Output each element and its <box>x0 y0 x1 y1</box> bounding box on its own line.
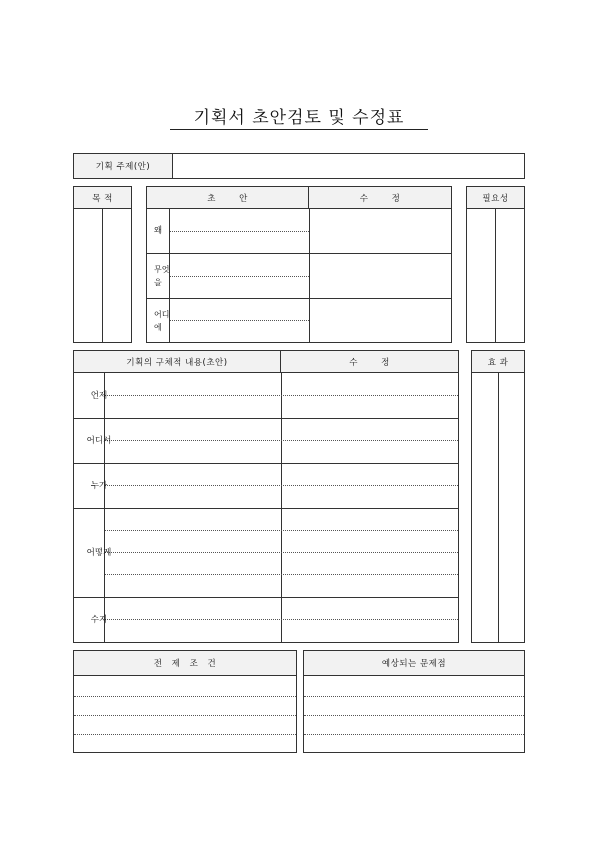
draft-revision-header <box>309 187 451 209</box>
expected-problems-header: 예상되는 문제점 <box>304 651 524 676</box>
draft-header <box>147 187 309 209</box>
theme-input[interactable] <box>174 154 524 178</box>
detail-table <box>73 350 459 643</box>
effect-field-1[interactable] <box>472 373 498 642</box>
prerequisites-field-area[interactable] <box>74 676 296 752</box>
detail-row-label-how: 어떻게 <box>86 547 112 558</box>
detail-row-label-when: 언제 <box>90 390 108 401</box>
necessity-field-2[interactable] <box>496 209 524 342</box>
detail-revision-field-area[interactable] <box>282 373 458 642</box>
prerequisites-header <box>74 651 296 676</box>
title-underline <box>170 129 428 130</box>
draft-table <box>146 186 452 343</box>
effect-header: 효 과 <box>472 351 524 373</box>
detail-revision-header <box>281 351 458 373</box>
detail-content-field-area[interactable] <box>105 373 281 642</box>
theme-row <box>73 153 525 179</box>
draft-field-area[interactable] <box>170 209 309 342</box>
draft-revision-field-area[interactable] <box>310 209 451 342</box>
detail-row-label-who: 누가 <box>90 481 108 491</box>
detail-content-header: 기획의 구체적 내용(초안) <box>74 351 281 373</box>
necessity-header: 필요성 <box>467 187 524 209</box>
prerequisites-header-label: 전 제 조 건 <box>153 659 217 669</box>
detail-row-label-budget: 수지 <box>90 615 108 625</box>
detail-revision-header-label: 수 정 <box>349 357 390 368</box>
theme-label: 기획 주제(안) <box>95 162 151 172</box>
purpose-field-2[interactable] <box>103 209 131 342</box>
expected-problems-box <box>303 650 525 753</box>
purpose-box <box>73 186 132 343</box>
prerequisites-box <box>73 650 297 753</box>
draft-row-label-what: 무엇을 <box>154 265 170 287</box>
effect-box <box>471 350 525 643</box>
purpose-header: 목 적 <box>74 187 131 209</box>
theme-label-cell <box>74 154 173 178</box>
purpose-field-1[interactable] <box>74 209 102 342</box>
draft-header-label: 초 안 <box>207 193 248 204</box>
draft-row-label-why: 왜 <box>153 225 163 236</box>
draft-revision-header-label: 수 정 <box>359 193 401 204</box>
draft-row-label-where: 어디에 <box>154 309 170 332</box>
page-title: 기획서 초안검토 및 수정표 <box>193 108 405 128</box>
necessity-box <box>466 186 525 343</box>
necessity-field-1[interactable] <box>467 209 495 342</box>
detail-row-label-where: 어디서 <box>86 436 112 446</box>
expected-problems-field-area[interactable] <box>304 676 524 752</box>
effect-field-2[interactable] <box>499 373 524 642</box>
